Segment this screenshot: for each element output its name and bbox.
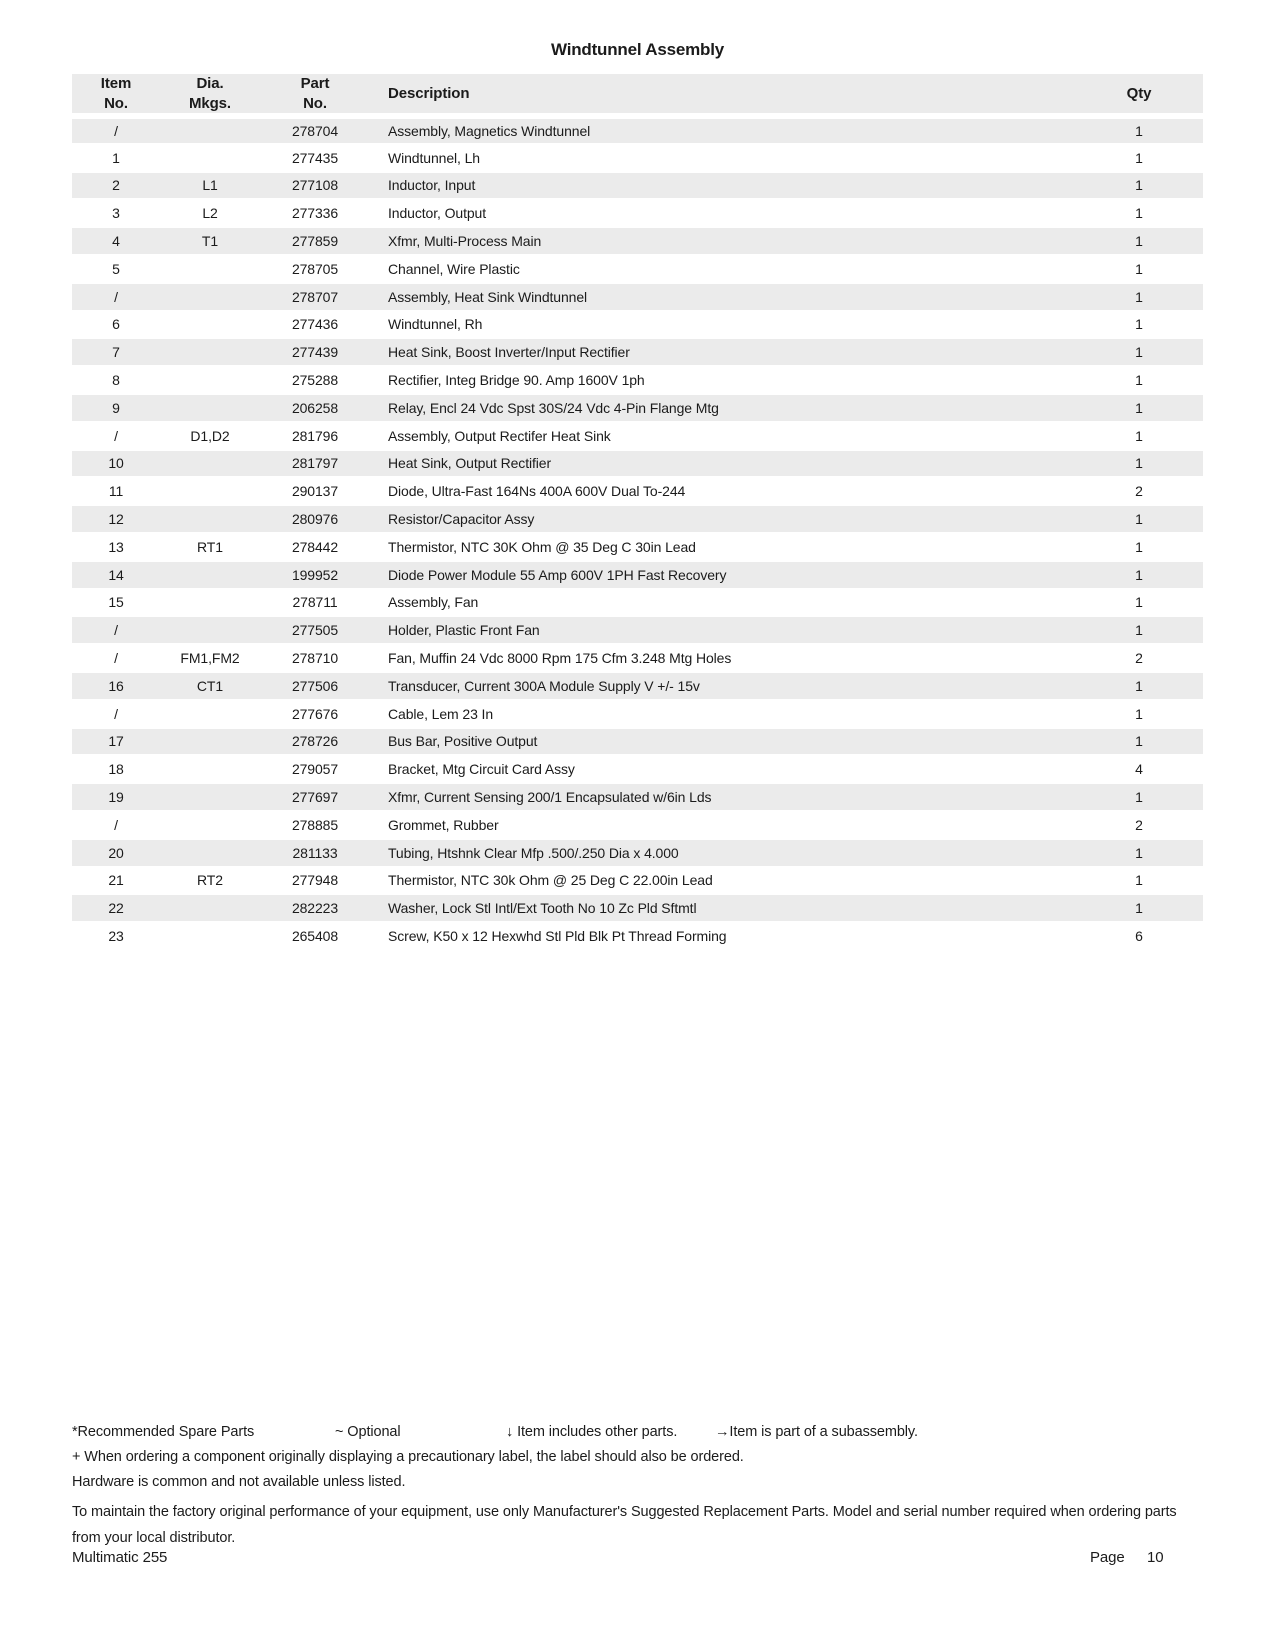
cell-description: Windtunnel, Rh — [370, 311, 1075, 339]
cell-item-no: / — [72, 811, 160, 839]
table-row — [72, 672, 1203, 700]
cell-qty: 1 — [1075, 338, 1203, 366]
cell-part-no: 277676 — [260, 700, 370, 728]
table-row — [72, 255, 1203, 283]
cell-description: Cable, Lem 23 In — [370, 700, 1075, 728]
cell-qty: 1 — [1075, 116, 1203, 144]
column-header-part-line1: Part — [300, 75, 330, 92]
cell-description: Inductor, Output — [370, 199, 1075, 227]
cell-item-no: 5 — [72, 255, 160, 283]
cell-item-no: 6 — [72, 311, 160, 339]
cell-dia-mkgs — [160, 700, 260, 728]
cell-dia-mkgs — [160, 450, 260, 478]
cell-item-no: 8 — [72, 366, 160, 394]
cell-item-no: / — [72, 616, 160, 644]
cell-item-no: / — [72, 116, 160, 144]
cell-qty: 2 — [1075, 811, 1203, 839]
cell-part-no: 281797 — [260, 450, 370, 478]
column-header-description: Description — [370, 74, 1075, 116]
cell-item-no: 15 — [72, 589, 160, 617]
cell-description: Tubing, Htshnk Clear Mfp .500/.250 Dia x 4.000 — [370, 839, 1075, 867]
cell-dia-mkgs — [160, 839, 260, 867]
cell-qty: 2 — [1075, 477, 1203, 505]
table-header — [72, 74, 1203, 116]
column-header-dia-mkgs — [160, 74, 260, 116]
table-row — [72, 811, 1203, 839]
cell-item-no: 17 — [72, 728, 160, 756]
table-row — [72, 700, 1203, 728]
cell-item-no: 13 — [72, 533, 160, 561]
cell-description: Fan, Muffin 24 Vdc 8000 Rpm 175 Cfm 3.248 Mtg Holes — [370, 644, 1075, 672]
cell-description: Assembly, Fan — [370, 589, 1075, 617]
table-row — [72, 144, 1203, 172]
note-hardware: Hardware is common and not available unless listed. — [72, 1474, 406, 1490]
cell-qty: 1 — [1075, 394, 1203, 422]
cell-part-no: 278711 — [260, 589, 370, 617]
column-header-dia-line2: Mkgs. — [188, 94, 231, 112]
cell-dia-mkgs: L2 — [160, 199, 260, 227]
table-row — [72, 616, 1203, 644]
table-row — [72, 283, 1203, 311]
cell-qty: 1 — [1075, 700, 1203, 728]
cell-part-no: 277948 — [260, 867, 370, 895]
cell-dia-mkgs: RT1 — [160, 533, 260, 561]
cell-part-no: 277697 — [260, 783, 370, 811]
cell-part-no: 277506 — [260, 672, 370, 700]
cell-qty: 1 — [1075, 839, 1203, 867]
table-row — [72, 172, 1203, 200]
cell-dia-mkgs — [160, 616, 260, 644]
table-header-row — [72, 74, 1203, 116]
cell-item-no: 16 — [72, 672, 160, 700]
table-row — [72, 199, 1203, 227]
cell-description: Relay, Encl 24 Vdc Spst 30S/24 Vdc 4-Pin Flange Mtg — [370, 394, 1075, 422]
cell-description: Bus Bar, Positive Output — [370, 728, 1075, 756]
cell-part-no: 278707 — [260, 283, 370, 311]
cell-item-no: 9 — [72, 394, 160, 422]
cell-dia-mkgs — [160, 477, 260, 505]
cell-qty: 1 — [1075, 172, 1203, 200]
cell-item-no: 12 — [72, 505, 160, 533]
cell-qty: 4 — [1075, 755, 1203, 783]
cell-part-no: 281796 — [260, 422, 370, 450]
cell-item-no: 11 — [72, 477, 160, 505]
cell-qty: 1 — [1075, 783, 1203, 811]
cell-part-no: 277108 — [260, 172, 370, 200]
cell-description: Thermistor, NTC 30k Ohm @ 25 Deg C 22.00in Lead — [370, 867, 1075, 895]
cell-dia-mkgs — [160, 311, 260, 339]
table-row — [72, 755, 1203, 783]
cell-item-no: 19 — [72, 783, 160, 811]
cell-qty: 1 — [1075, 144, 1203, 172]
cell-description: Diode, Ultra-Fast 164Ns 400A 600V Dual To-244 — [370, 477, 1075, 505]
cell-description: Transducer, Current 300A Module Supply V +/- 15v — [370, 672, 1075, 700]
table-row — [72, 227, 1203, 255]
cell-description: Xfmr, Current Sensing 200/1 Encapsulated w/6in Lds — [370, 783, 1075, 811]
table-row — [72, 922, 1203, 950]
cell-qty: 1 — [1075, 199, 1203, 227]
table-row — [72, 589, 1203, 617]
cell-part-no: 275288 — [260, 366, 370, 394]
footer-page-label: Page — [1090, 1549, 1125, 1566]
cell-item-no: 18 — [72, 755, 160, 783]
cell-item-no: / — [72, 644, 160, 672]
cell-dia-mkgs — [160, 255, 260, 283]
cell-item-no: 2 — [72, 172, 160, 200]
cell-qty: 1 — [1075, 561, 1203, 589]
table-row — [72, 505, 1203, 533]
cell-qty: 1 — [1075, 867, 1203, 895]
legend-row — [72, 1424, 1203, 1444]
table-row — [72, 783, 1203, 811]
cell-dia-mkgs — [160, 811, 260, 839]
cell-item-no: 7 — [72, 338, 160, 366]
column-header-qty: Qty — [1075, 74, 1203, 116]
cell-qty: 6 — [1075, 922, 1203, 950]
cell-part-no: 277859 — [260, 227, 370, 255]
cell-part-no: 290137 — [260, 477, 370, 505]
cell-part-no: 277505 — [260, 616, 370, 644]
cell-qty: 1 — [1075, 283, 1203, 311]
cell-part-no: 277336 — [260, 199, 370, 227]
legend-optional: ~ Optional — [335, 1424, 401, 1440]
cell-part-no: 282223 — [260, 894, 370, 922]
cell-item-no: / — [72, 422, 160, 450]
cell-dia-mkgs: T1 — [160, 227, 260, 255]
cell-part-no: 281133 — [260, 839, 370, 867]
table-row — [72, 116, 1203, 144]
cell-description: Channel, Wire Plastic — [370, 255, 1075, 283]
cell-description: Assembly, Output Rectifer Heat Sink — [370, 422, 1075, 450]
table-row — [72, 366, 1203, 394]
parts-table — [72, 74, 1203, 951]
cell-item-no: 22 — [72, 894, 160, 922]
cell-dia-mkgs — [160, 283, 260, 311]
cell-dia-mkgs — [160, 394, 260, 422]
cell-description: Assembly, Heat Sink Windtunnel — [370, 283, 1075, 311]
column-header-part-line2: No. — [303, 94, 327, 112]
legend-part-of-subassembly: →Item is part of a subassembly. — [715, 1424, 918, 1440]
note-precautionary-label: + When ordering a component originally displaying a precautionary label, the label should also be ordered. — [72, 1449, 744, 1465]
table-row — [72, 644, 1203, 672]
cell-dia-mkgs: L1 — [160, 172, 260, 200]
cell-part-no: 277436 — [260, 311, 370, 339]
cell-qty: 1 — [1075, 505, 1203, 533]
cell-dia-mkgs — [160, 783, 260, 811]
column-header-dia-line1: Dia. — [196, 75, 224, 92]
cell-part-no: 277439 — [260, 338, 370, 366]
cell-item-no: 14 — [72, 561, 160, 589]
cell-description: Heat Sink, Boost Inverter/Input Rectifier — [370, 338, 1075, 366]
cell-part-no: 199952 — [260, 561, 370, 589]
column-header-item-line1: Item — [100, 75, 132, 92]
footer-model-name: Multimatic 255 — [72, 1549, 168, 1566]
cell-item-no: 21 — [72, 867, 160, 895]
cell-item-no: 23 — [72, 922, 160, 950]
page-title: Windtunnel Assembly — [551, 40, 724, 59]
cell-description: Xfmr, Multi-Process Main — [370, 227, 1075, 255]
table-row — [72, 422, 1203, 450]
cell-dia-mkgs: CT1 — [160, 672, 260, 700]
table-row — [72, 394, 1203, 422]
table-row — [72, 338, 1203, 366]
cell-part-no: 278726 — [260, 728, 370, 756]
cell-qty: 1 — [1075, 255, 1203, 283]
cell-dia-mkgs — [160, 589, 260, 617]
table-row — [72, 867, 1203, 895]
table-row — [72, 311, 1203, 339]
cell-qty: 1 — [1075, 311, 1203, 339]
cell-description: Rectifier, Integ Bridge 90. Amp 1600V 1ph — [370, 366, 1075, 394]
cell-description: Heat Sink, Output Rectifier — [370, 450, 1075, 478]
cell-qty: 1 — [1075, 728, 1203, 756]
table-row — [72, 450, 1203, 478]
cell-part-no: 280976 — [260, 505, 370, 533]
cell-dia-mkgs — [160, 894, 260, 922]
cell-description: Assembly, Magnetics Windtunnel — [370, 116, 1075, 144]
table-row — [72, 839, 1203, 867]
cell-qty: 1 — [1075, 672, 1203, 700]
cell-qty: 2 — [1075, 644, 1203, 672]
cell-part-no: 278442 — [260, 533, 370, 561]
cell-description: Diode Power Module 55 Amp 600V 1PH Fast Recovery — [370, 561, 1075, 589]
cell-qty: 1 — [1075, 589, 1203, 617]
cell-item-no: 3 — [72, 199, 160, 227]
cell-item-no: 1 — [72, 144, 160, 172]
page-footer — [72, 1549, 1203, 1571]
cell-description: Bracket, Mtg Circuit Card Assy — [370, 755, 1075, 783]
cell-item-no: 10 — [72, 450, 160, 478]
table-row — [72, 477, 1203, 505]
table-row — [72, 728, 1203, 756]
cell-part-no: 206258 — [260, 394, 370, 422]
cell-description: Resistor/Capacitor Assy — [370, 505, 1075, 533]
cell-item-no: / — [72, 283, 160, 311]
cell-dia-mkgs — [160, 366, 260, 394]
footer-page-number: 10 — [1147, 1549, 1164, 1566]
cell-item-no: / — [72, 700, 160, 728]
cell-part-no: 265408 — [260, 922, 370, 950]
cell-dia-mkgs — [160, 755, 260, 783]
cell-dia-mkgs — [160, 561, 260, 589]
cell-dia-mkgs — [160, 144, 260, 172]
cell-qty: 1 — [1075, 422, 1203, 450]
cell-qty: 1 — [1075, 227, 1203, 255]
cell-description: Washer, Lock Stl Intl/Ext Tooth No 10 Zc Pld Sftmtl — [370, 894, 1075, 922]
legend-recommended-spare-parts: *Recommended Spare Parts — [72, 1424, 255, 1440]
cell-dia-mkgs: FM1,FM2 — [160, 644, 260, 672]
cell-dia-mkgs: RT2 — [160, 867, 260, 895]
cell-dia-mkgs — [160, 116, 260, 144]
table-body — [72, 116, 1203, 950]
cell-dia-mkgs — [160, 338, 260, 366]
cell-description: Windtunnel, Lh — [370, 144, 1075, 172]
column-header-part-no — [260, 74, 370, 116]
table-row — [72, 533, 1203, 561]
cell-qty: 1 — [1075, 533, 1203, 561]
cell-part-no: 278710 — [260, 644, 370, 672]
cell-part-no: 277435 — [260, 144, 370, 172]
cell-qty: 1 — [1075, 450, 1203, 478]
cell-qty: 1 — [1075, 366, 1203, 394]
cell-part-no: 278705 — [260, 255, 370, 283]
cell-dia-mkgs: D1,D2 — [160, 422, 260, 450]
cell-qty: 1 — [1075, 894, 1203, 922]
cell-item-no: 20 — [72, 839, 160, 867]
cell-part-no: 278885 — [260, 811, 370, 839]
column-header-item-no — [72, 74, 160, 116]
cell-part-no: 279057 — [260, 755, 370, 783]
cell-description: Holder, Plastic Front Fan — [370, 616, 1075, 644]
cell-dia-mkgs — [160, 505, 260, 533]
column-header-item-line2: No. — [104, 94, 128, 112]
cell-description: Thermistor, NTC 30K Ohm @ 35 Deg C 30in Lead — [370, 533, 1075, 561]
cell-description: Inductor, Input — [370, 172, 1075, 200]
table-row — [72, 894, 1203, 922]
cell-dia-mkgs — [160, 728, 260, 756]
note-oem-replacement-parts: To maintain the factory original performance of your equipment, use only Manufacturer's Suggested Replacement Parts. Model and serial number required when ordering parts from your local distributor. — [72, 1504, 1177, 1546]
cell-dia-mkgs — [160, 922, 260, 950]
table-row — [72, 561, 1203, 589]
cell-description: Screw, K50 x 12 Hexwhd Stl Pld Blk Pt Thread Forming — [370, 922, 1075, 950]
legend-includes-other-parts: ↓ Item includes other parts. — [506, 1424, 678, 1440]
cell-item-no: 4 — [72, 227, 160, 255]
cell-qty: 1 — [1075, 616, 1203, 644]
cell-description: Grommet, Rubber — [370, 811, 1075, 839]
cell-part-no: 278704 — [260, 116, 370, 144]
